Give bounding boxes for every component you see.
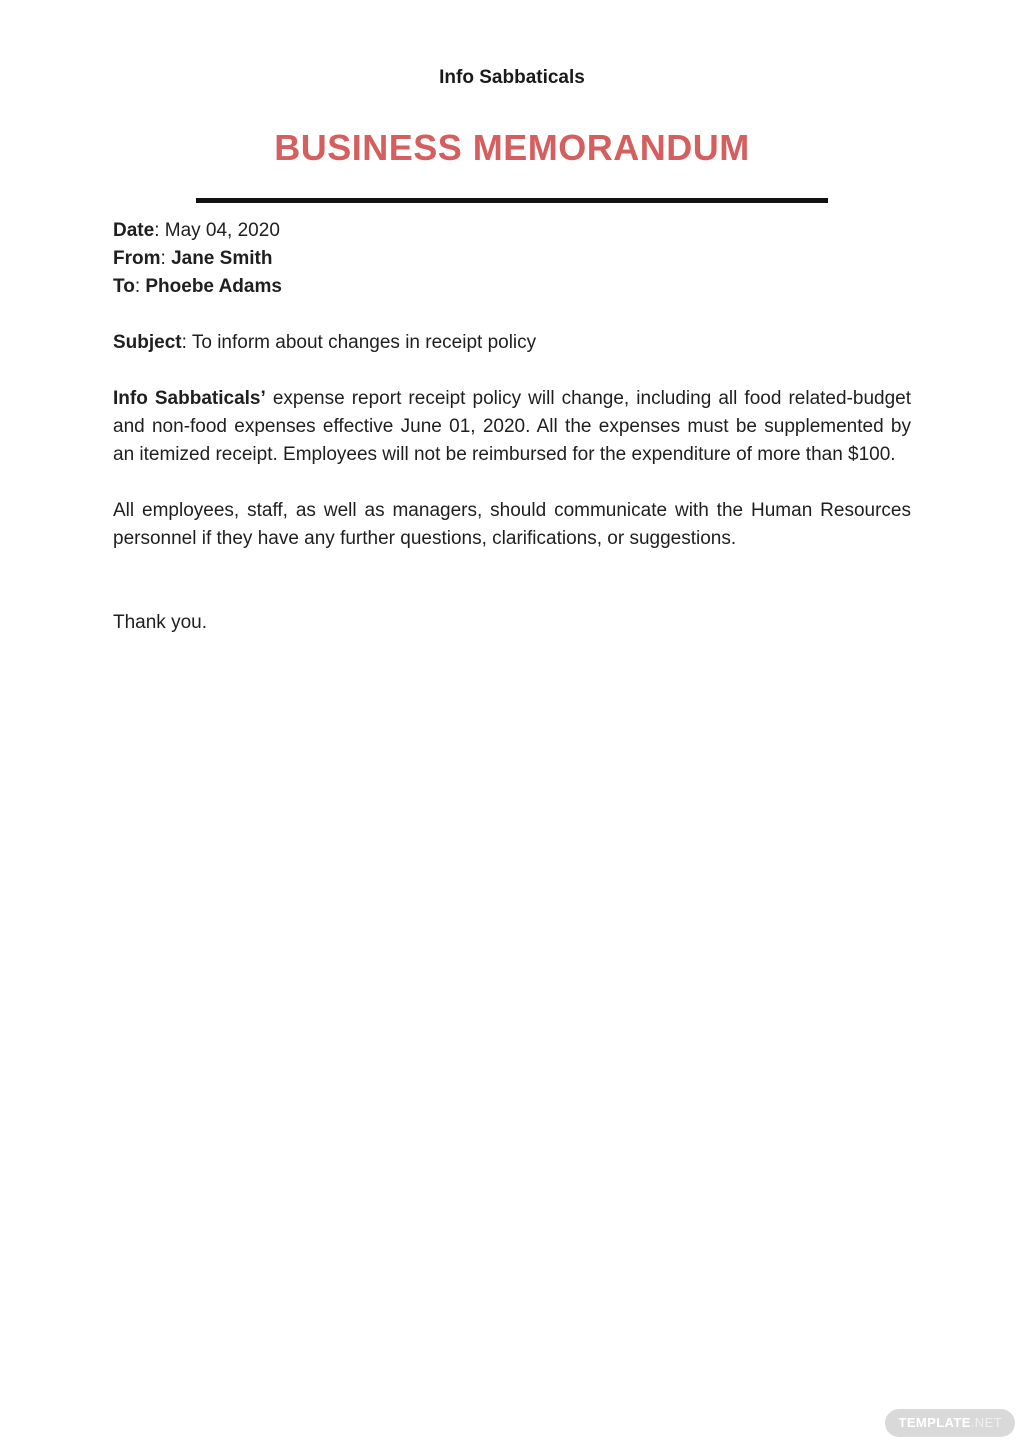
meta-to-label: To [113,276,135,297]
meta-block [113,217,911,301]
subject-label: Subject [113,332,182,353]
meta-date-label: Date [113,220,155,241]
meta-from-label: From [113,248,161,269]
meta-date-value: May 04, 2020 [164,220,280,241]
meta-to-line [113,273,911,301]
templatenet-badge [885,1409,1015,1437]
meta-to-separator: : [134,276,146,297]
divider-rule [196,198,828,203]
body-paragraph-2: All employees, staff, as well as managers, should communicate with the Human Resources personnel if they have any further questions, clarifications, or suggestions. [113,500,911,549]
meta-date-line [113,217,911,245]
meta-from-separator: : [160,248,172,269]
body-paragraph-1-lead: Info Sabbaticals’ [113,388,266,409]
meta-date-separator: : [154,220,165,241]
meta-from-line [113,245,911,273]
templatenet-tld-label: .NET [970,1415,1002,1430]
subject-line [113,329,911,357]
company-name: Info Sabbaticals [439,67,585,88]
closing-text: Thank you. [113,612,207,633]
meta-to-value: Phoebe Adams [145,276,282,297]
memo-title: BUSINESS MEMORANDUM [274,127,750,168]
body-paragraph-1-rest: expense report receipt policy will change, including all food related-budget and non-food expenses effective June 01, 2020. All the expenses must be supplemented by an itemized receipt. Employees will not be reimbursed for the expenditure of more than $100. [113,388,911,465]
subject-value: To inform about changes in receipt policy [191,332,537,353]
subject-separator: : [181,332,192,353]
templatenet-brand-label: TEMPLATE [898,1415,971,1430]
meta-from-value: Jane Smith [171,248,273,269]
body-paragraph-1 [113,385,911,469]
